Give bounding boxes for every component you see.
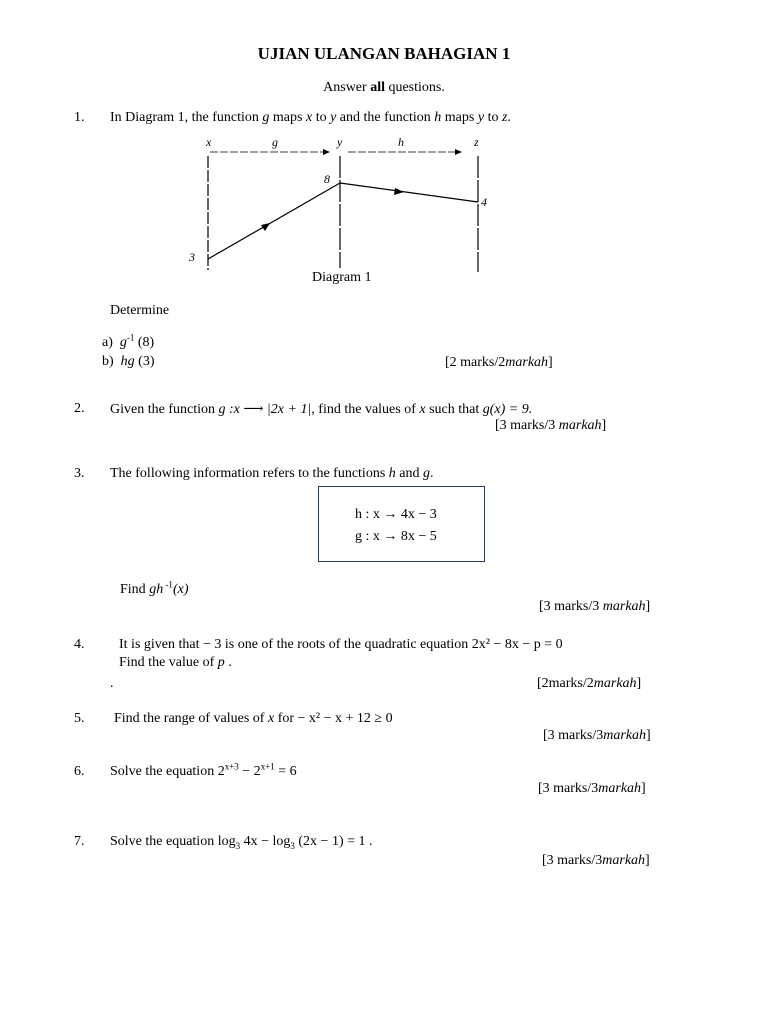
q3-info-box (318, 486, 485, 562)
page-title: UJIAN ULANGAN BAHAGIAN 1 (257, 44, 511, 63)
q1-marks: [2 marks/2markah] (445, 355, 553, 370)
diagram-caption: Diagram 1 (312, 270, 372, 285)
q1-determine: Determine (110, 303, 170, 318)
q6-text: Solve the equation $2^{x+3} - 2^{x+1} = 6$ (110, 761, 297, 779)
q1-number: 1. (74, 110, 85, 125)
axis-label-y: y (337, 135, 343, 149)
q1-text: In Diagram 1, the function g maps x to y and the function h maps y to z. (110, 110, 511, 125)
map-arrow-g (261, 223, 270, 231)
instruction: Answer all questions. (323, 80, 445, 95)
axis-label-z: z (474, 135, 479, 149)
q1-part-b: b) hg (3) (102, 354, 155, 369)
value-8: 8 (324, 172, 330, 186)
q3-func-h: h : x → 4x − 3 (355, 507, 437, 522)
arrow-g-head (323, 149, 330, 155)
axis-label-g: g (272, 135, 278, 149)
q3-text: The following information refers to the functions h and g. (110, 466, 434, 481)
map-line-h (340, 183, 478, 202)
q5-marks: [3 marks/3markah] (543, 728, 651, 743)
q5-text: Find the range of values of x for − x² − x + 12 ≥ 0 (114, 711, 393, 726)
axis-label-h: h (398, 135, 404, 149)
map-arrow-h (394, 188, 404, 195)
axis-label-x: x (206, 135, 212, 149)
q5-number: 5. (74, 711, 85, 726)
q7-marks: [3 marks/3markah] (542, 853, 650, 868)
q4-text: It is given that − 3 is one of the roots of the quadratic equation 2x² − 8x − p = 0 (119, 637, 563, 652)
q3-marks: [3 marks/3 markah] (539, 599, 651, 614)
q3-number: 3. (74, 466, 85, 481)
value-3: 3 (189, 250, 195, 264)
q2-marks: [3 marks/3 markah] (495, 418, 607, 433)
q4-line2: Find the value of p . (119, 655, 232, 670)
value-4: 4 (481, 195, 487, 209)
diagram-1 (180, 132, 500, 282)
q7-text: Solve the equation $\log_3 4x - \log_3 (2x - 1) = 1$ . (110, 834, 373, 851)
q3-find: Find gh $^{-1}$(x) (120, 579, 189, 597)
q2-text: Given the function g :x ⟶ |2x + 1|, find the values of x such that g(x) = 9. (110, 402, 533, 417)
q4-number: 4. (74, 637, 85, 652)
q6-marks: [3 marks/3markah] (538, 781, 646, 796)
map-line-g (208, 183, 340, 259)
q1-part-a: a) $g^{-1}$ (8) (102, 332, 155, 350)
q7-number: 7. (74, 834, 85, 849)
q6-number: 6. (74, 764, 85, 779)
arrow-h-head (455, 149, 462, 155)
q4-dot: . (110, 676, 114, 691)
q2-number: 2. (74, 401, 85, 416)
q3-func-g: g : x → 8x − 5 (355, 529, 437, 544)
q4-marks: [2marks/2markah] (537, 676, 642, 691)
